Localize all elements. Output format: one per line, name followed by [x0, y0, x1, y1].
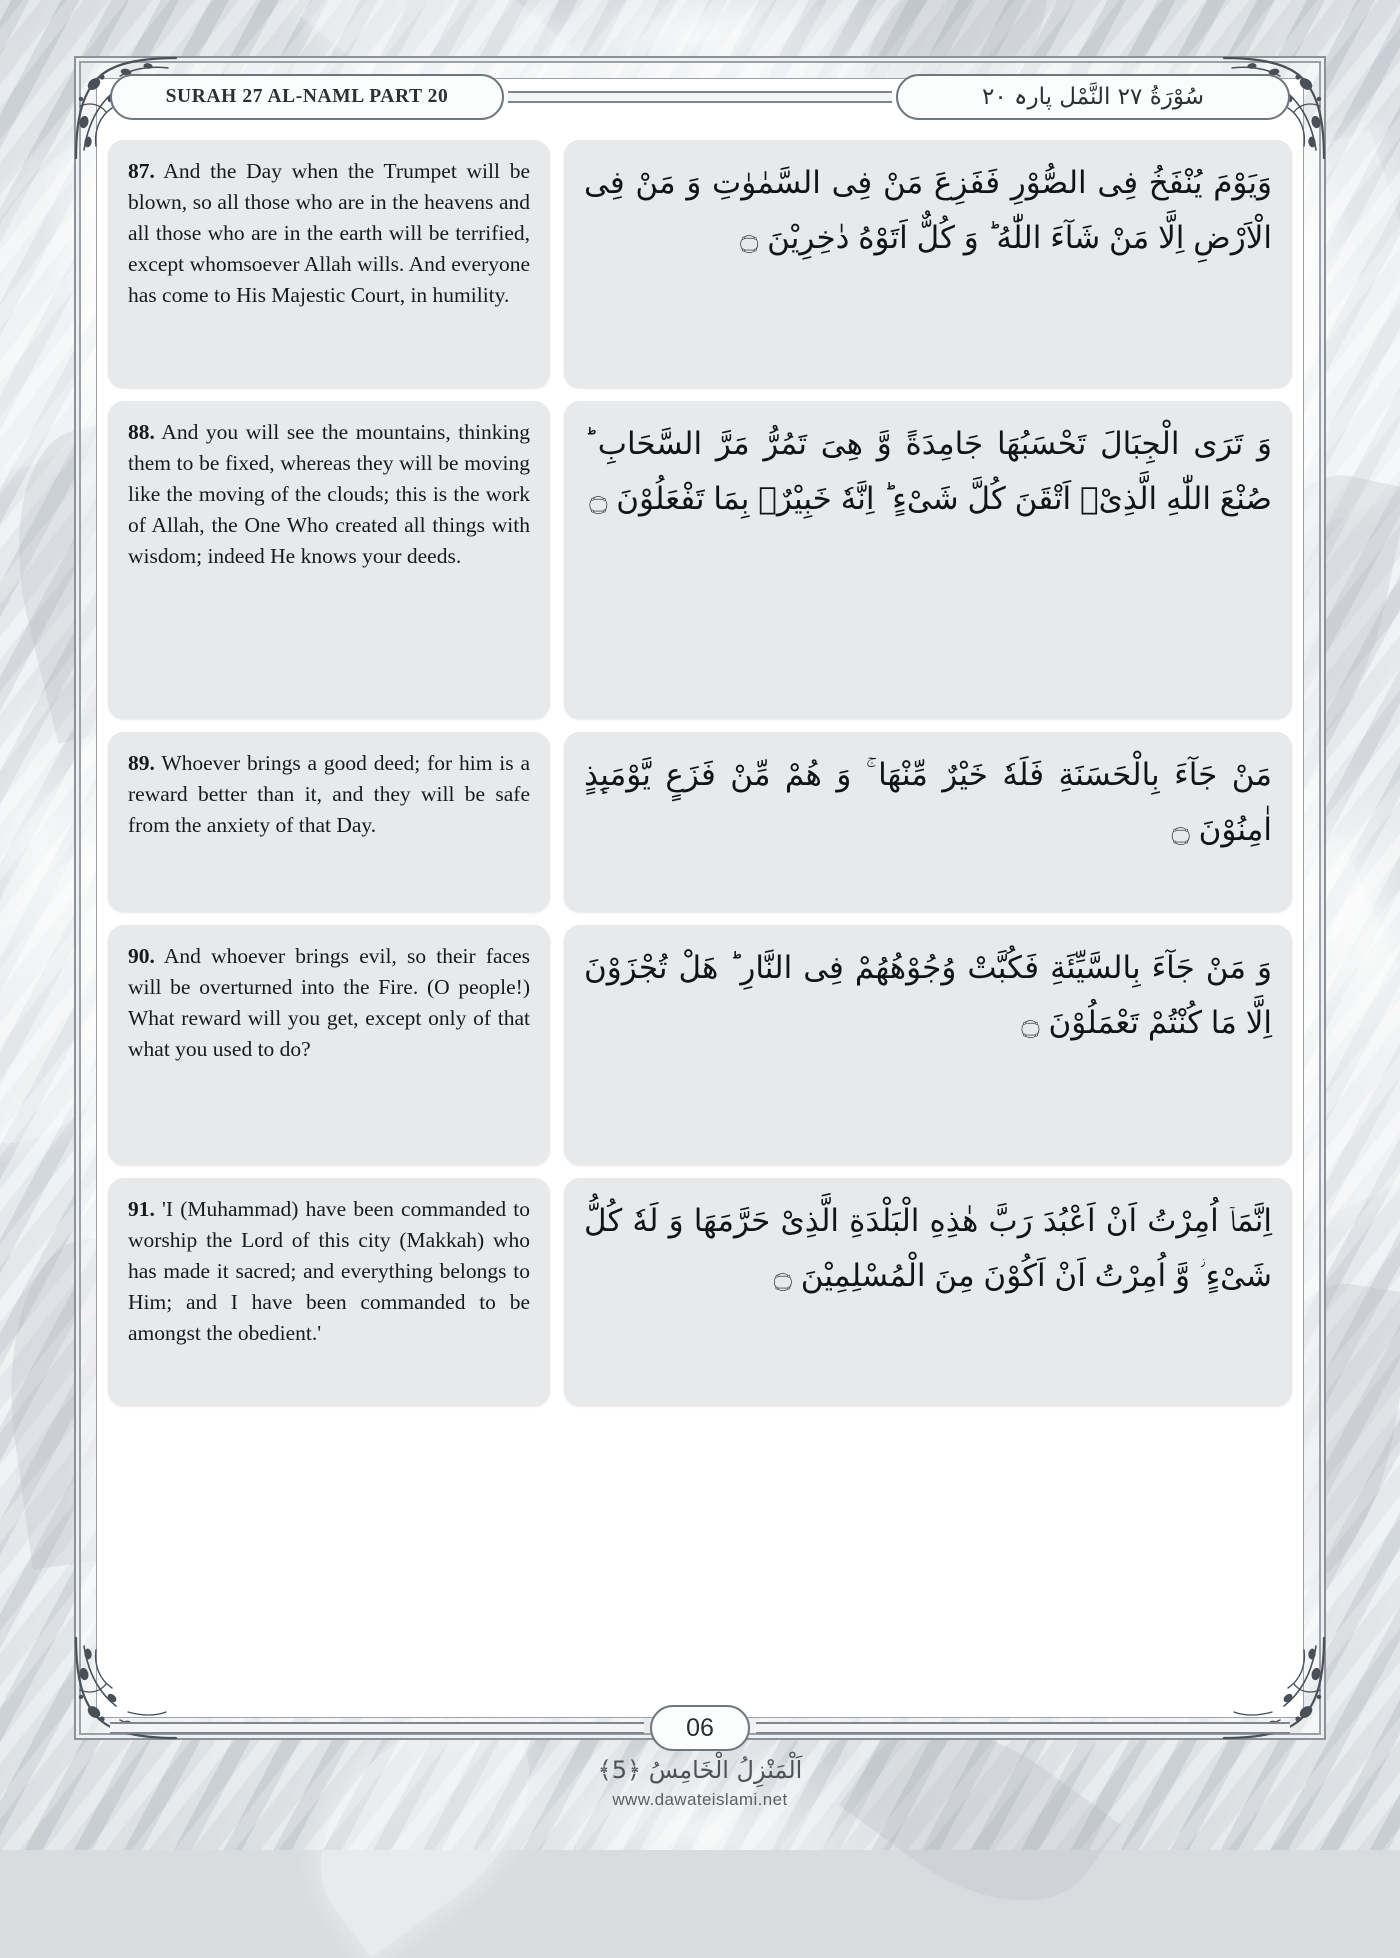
verse-arabic-text: مَنْ جَآءَ بِالْحَسَنَةِ فَلَهٗ خَیْرٌ مِّنْهَا ۚ وَ هُمْ مِّنْ فَزَعٍ یَّوْمَىِٕذٍ اٰمِنُوْنَ ۝	[584, 757, 1272, 849]
manzil-label-arabic: اَلْمَنْزِلُ الْخَامِسُ ﴿5﴾	[597, 1756, 803, 1784]
verse-list	[108, 140, 1292, 1700]
verse-translation-body: And whoever brings evil, so their faces will be overturned into the Fire. (O people!) What reward will you get, except only of that what you used to do?	[128, 944, 530, 1061]
verse-translation-cell[interactable]	[108, 140, 550, 388]
surah-title-arabic: سُوْرَةُ ٢٧ النَّمْل پارہ ٢٠	[981, 84, 1205, 110]
verse-arabic-cell[interactable]	[564, 140, 1292, 388]
verse-row	[108, 1178, 1292, 1406]
verse-row	[108, 732, 1292, 912]
footer-text-block	[0, 1756, 1400, 1810]
verse-arabic-text: وَیَوْمَ یُنْفَخُ فِی الصُّوْرِ فَفَزِعَ مَنْ فِی السَّمٰوٰتِ وَ مَنْ فِی الْاَرْضِ اِلَّا مَنْ شَآءَ اللّٰهُ ؕ وَ كُلٌّ اَتَوْهُ دٰخِرِیْنَ ۝	[584, 165, 1272, 257]
footer-divider-rule-right	[756, 1722, 1290, 1734]
verse-arabic-cell[interactable]	[564, 925, 1292, 1165]
verse-translation-cell[interactable]	[108, 401, 550, 719]
verse-row	[108, 401, 1292, 719]
verse-translation-body: And the Day when the Trumpet will be blown, so all those who are in the heavens and all those who are in the earth will be terrified, except whomsoever Allah wills. And everyone has come to His Majestic Court, in humility.	[128, 159, 530, 307]
verse-number: 88.	[128, 420, 155, 444]
verse-number: 89.	[128, 751, 155, 775]
website-url[interactable]: www.dawateislami.net	[612, 1790, 788, 1809]
verse-number: 91.	[128, 1197, 155, 1221]
footer-divider-rule-left	[110, 1722, 644, 1734]
verse-arabic-text: وَ تَرَى الْجِبَالَ تَحْسَبُهَا جَامِدَةً وَّ هِیَ تَمُرُّ مَرَّ السَّحَابِ ؕ صُنْعَ اللّٰهِ الَّذِیْۤ اَتْقَنَ كُلَّ شَیْءٍ ؕ اِنَّهٗ خَبِیْرٌۢ بِمَا تَفْعَلُوْنَ ۝	[584, 426, 1272, 518]
page-footer	[0, 1700, 1400, 1850]
verse-translation-body: And you will see the mountains, thinking them to be fixed, whereas they will be moving like the moving of the clouds; this is the work of Allah, the One Who created all things with wisdom; indeed He knows your deeds.	[128, 420, 530, 568]
verse-translation-text	[128, 748, 530, 841]
verse-translation-body: 'I (Muhammad) have been commanded to worship the Lord of this city (Makkah) who has made it sacred; and everything belongs to Him; and I have been commanded to be amongst the obedient.'	[128, 1197, 530, 1345]
verse-arabic-cell[interactable]	[564, 401, 1292, 719]
verse-translation-text	[128, 941, 530, 1065]
verse-translation-text	[128, 417, 530, 572]
verse-arabic-text: اِنَّمَاۤ اُمِرْتُ اَنْ اَعْبُدَ رَبَّ هٰذِهِ الْبَلْدَةِ الَّذِیْ حَرَّمَهَا وَ لَهٗ كُلُّ شَیْءٍ ؗ وَّ اُمِرْتُ اَنْ اَكُوْنَ مِنَ الْمُسْلِمِیْنَ ۝	[584, 1203, 1272, 1295]
verse-arabic-cell[interactable]	[564, 1178, 1292, 1406]
verse-number: 87.	[128, 159, 155, 183]
verse-arabic-text: وَ مَنْ جَآءَ بِالسَّیِّئَةِ فَكُبَّتْ وُجُوْهُهُمْ فِی النَّارِ ؕ هَلْ تُجْزَوْنَ اِلَّا مَا كُنْتُمْ تَعْمَلُوْنَ ۝	[584, 950, 1272, 1042]
verse-translation-cell[interactable]	[108, 925, 550, 1165]
header-divider-rule	[508, 91, 892, 103]
verse-translation-cell[interactable]	[108, 1178, 550, 1406]
surah-title-english: SURAH 27 AL-NAML PART 20	[165, 86, 449, 107]
footer-rule-row	[110, 1708, 1290, 1748]
verse-row	[108, 140, 1292, 388]
verse-translation-text	[128, 1194, 530, 1349]
verse-number: 90.	[128, 944, 155, 968]
verse-translation-body: Whoever brings a good deed; for him is a reward better than it, and they will be safe from the anxiety of that Day.	[128, 751, 530, 837]
page-header	[110, 74, 1290, 120]
page-number-badge: 06	[650, 1705, 750, 1751]
verse-row	[108, 925, 1292, 1165]
surah-title-badge-arabic	[896, 74, 1290, 120]
verse-translation-cell[interactable]	[108, 732, 550, 912]
verse-translation-text	[128, 156, 530, 311]
verse-arabic-cell[interactable]	[564, 732, 1292, 912]
surah-title-badge-english	[110, 74, 504, 120]
